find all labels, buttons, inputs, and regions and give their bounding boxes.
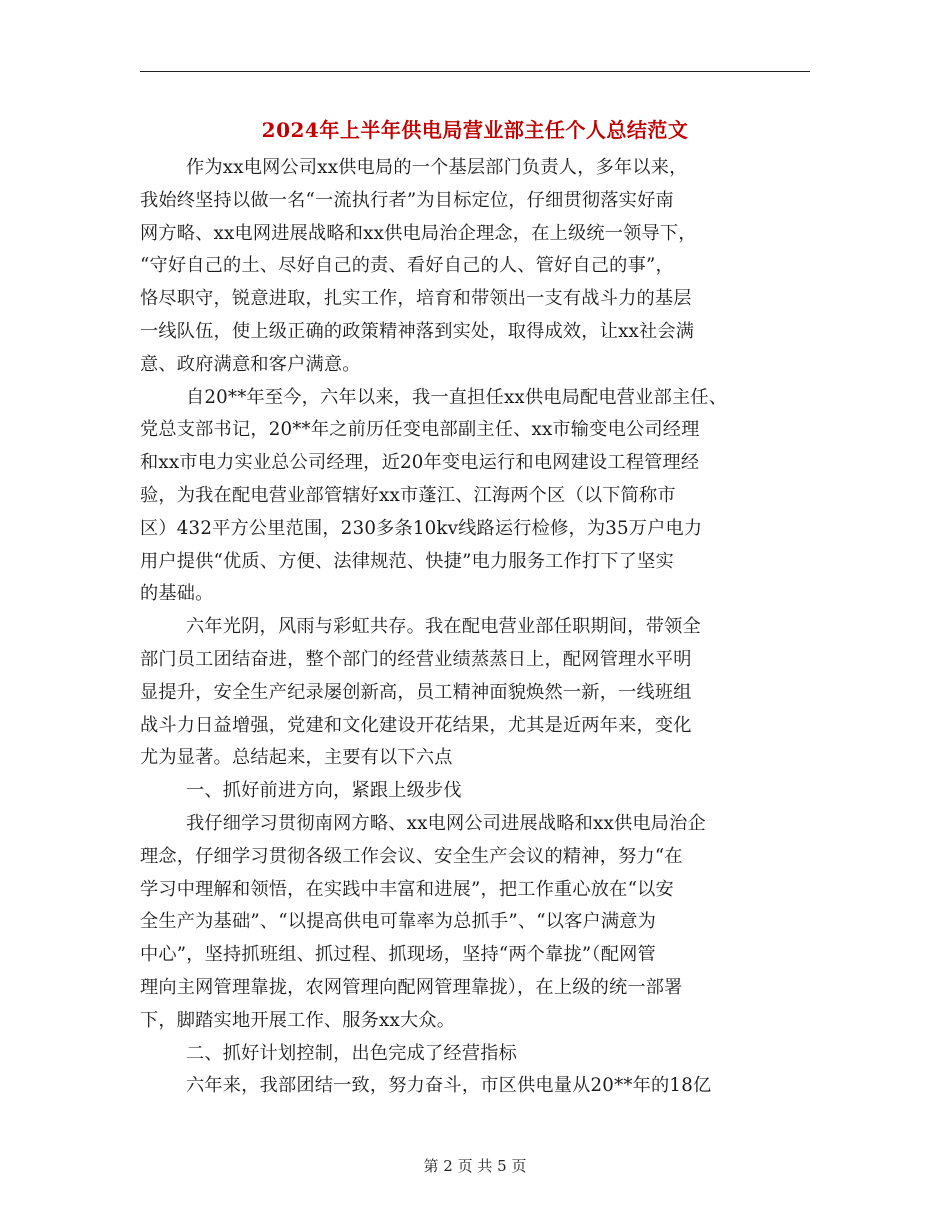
section-heading: 二、抓好计划控制，出色完成了经营指标 bbox=[186, 1042, 517, 1064]
text-line: 区）432平方公里范围，230多条10kv线路运行检修，为35万户电力 bbox=[140, 517, 703, 539]
text-line: 中心”，坚持抓班组、抓过程、抓现场，坚持“两个靠拢”（配网管 bbox=[140, 944, 656, 966]
text-line: 的基础。 bbox=[140, 583, 214, 605]
text-line: 意、政府满意和客户满意。 bbox=[140, 353, 361, 375]
text-line: 用户提供“优质、方便、法律规范、快捷”电力服务工作打下了坚实 bbox=[140, 550, 674, 572]
text-line: 六年光阴，风雨与彩虹共存。我在配电营业部任职期间，带领全 bbox=[186, 616, 701, 638]
text-line: 一线队伍，使上级正确的政策精神落到实处，取得成效，让xx社会满 bbox=[140, 320, 695, 342]
text-line: 下，脚踏实地开展工作、服务xx大众。 bbox=[140, 1009, 456, 1031]
text-line: 作为xx电网公司xx供电局的一个基层部门负责人，多年以来， bbox=[186, 157, 688, 178]
text-line: 六年来，我部团结一致，努力奋斗，市区供电量从20**年的18亿 bbox=[186, 1075, 712, 1097]
text-line: 尤为显著。总结起来，主要有以下六点 bbox=[140, 747, 453, 769]
text-line: 理向主网管理靠拢，农网管理向配网管理靠拢），在上级的统一部署 bbox=[140, 976, 683, 998]
text-line: 显提升，安全生产纪录屡创新高，员工精神面貌焕然一新，一线班组 bbox=[140, 681, 692, 703]
text-line: 党总支部书记，20**年之前历任变电部副主任、xx市输变电公司经理 bbox=[140, 419, 700, 441]
text-line: 验，为我在配电营业部管辖好xx市蓬江、江海两个区（以下简称市 bbox=[140, 484, 676, 506]
text-line: “守好自己的土、尽好自己的责、看好自己的人、管好自己的事”， bbox=[140, 255, 674, 277]
text-line: 和xx市电力实业总公司经理，近20年变电运行和电网建设工程管理经 bbox=[140, 452, 700, 474]
text-line: 自20**年至今，六年以来，我一直担任xx供电局配电营业部主任、 bbox=[186, 386, 728, 408]
document-body bbox=[140, 152, 830, 1103]
text-line: 网方略、xx电网进展战略和xx供电局治企理念，在上级统一领导下， bbox=[140, 222, 697, 244]
text-line: 我仔细学习贯彻南网方略、xx电网公司进展战略和xx供电局治企 bbox=[186, 812, 706, 834]
text-line: 理念，仔细学习贯彻各级工作会议、安全生产会议的精神，努力“在 bbox=[140, 845, 683, 867]
section-heading: 一、抓好前进方向，紧跟上级步伐 bbox=[186, 780, 462, 802]
text-line: 恪尽职守，锐意进取，扎实工作，培育和带领出一支有战斗力的基层 bbox=[140, 288, 692, 310]
text-line: 学习中理解和领悟，在实践中丰富和进展”，把工作重心放在“以安 bbox=[140, 878, 674, 900]
document-title: 2024年上半年供电局营业部主任个人总结范文 bbox=[261, 118, 689, 142]
header-rule bbox=[140, 71, 810, 72]
text-line: 部门员工团结奋进，整个部门的经营业绩蒸蒸日上，配网管理水平明 bbox=[140, 648, 692, 670]
text-line: 全生产为基础”、“以提高供电可靠率为总抓手”、“以客户满意为 bbox=[140, 911, 657, 933]
text-line: 我始终坚持以做一名“一流执行者”为目标定位，仔细贯彻落实好南 bbox=[140, 189, 674, 211]
page-number: 第 2 页 共 5 页 bbox=[423, 1157, 527, 1175]
text-line: 战斗力日益增强，党建和文化建设开花结果，尤其是近两年来，变化 bbox=[140, 714, 692, 736]
